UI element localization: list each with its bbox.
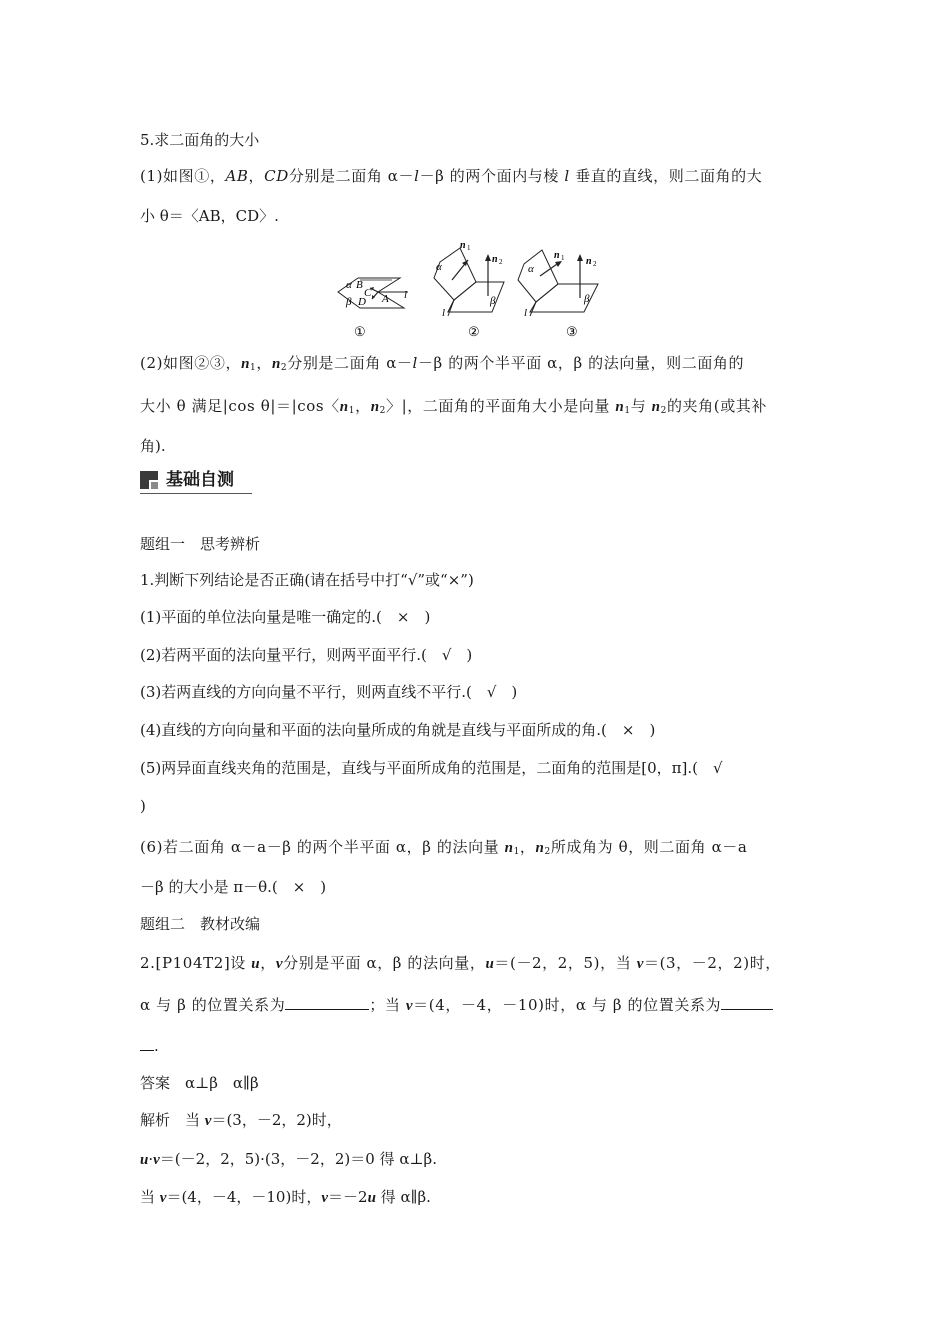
analysis-line-3: [140, 1187, 431, 1208]
vector-n: n: [615, 399, 625, 415]
vector-n: n: [241, 356, 251, 372]
answer-blank[interactable]: [721, 995, 773, 1010]
vector-v: v: [636, 956, 644, 972]
vector-u: u: [251, 956, 261, 972]
vector-n: n: [339, 399, 349, 415]
section-title: 5.求二面角的大小: [140, 131, 260, 149]
text: ；当: [369, 996, 406, 1014]
vector-n: n: [271, 356, 281, 372]
text: 当: [140, 1188, 160, 1206]
fig3-caption: ③: [566, 324, 578, 339]
question-2-line-2: [140, 995, 773, 1016]
fig2-label: 2: [499, 258, 503, 266]
text: ，: [248, 167, 265, 185]
header-square-icon: [140, 471, 158, 489]
paragraph-1-line-2: 小 θ＝〈AB，CD〉.: [140, 207, 279, 225]
fig1-label: A: [382, 293, 389, 305]
text: ，: [355, 397, 371, 415]
fig1-caption: ①: [354, 324, 366, 339]
fig2-label: n: [492, 254, 498, 265]
fig3-label: n: [554, 250, 560, 261]
question-1-item: (1)平面的单位法向量是唯一确定的.( × ): [140, 608, 431, 626]
section-header: [140, 466, 252, 494]
paragraph-1-line-1: [140, 166, 762, 186]
text: (2)如图②③，: [140, 354, 242, 372]
group-1-title: 题组一 思考辨析: [140, 535, 261, 553]
figure-3: [518, 250, 598, 339]
subscript: 1: [513, 847, 520, 857]
fig3-label: 1: [561, 254, 565, 262]
group-2-title: 题组二 教材改编: [140, 915, 261, 933]
vector-n: n: [651, 399, 661, 415]
header-underline: [140, 493, 252, 494]
fig3-label: α: [528, 263, 534, 275]
text: α 与 β 的位置关系为: [140, 996, 286, 1014]
subscript: 2: [544, 847, 551, 857]
fig1-label: B: [356, 279, 363, 291]
paragraph-2-line-2: [140, 396, 767, 421]
fig1-label: C: [364, 287, 372, 299]
fig2-caption: ②: [468, 324, 480, 339]
text: ，: [256, 354, 272, 372]
fig2-label: β: [490, 295, 496, 307]
question-1-item: (3)若两直线的方向向量不平行，则两直线不平行.( √ ): [140, 683, 518, 701]
vector-v: v: [153, 1152, 160, 1168]
edge-l: l: [564, 167, 570, 185]
text: ＝(3，－2，2)时，: [643, 954, 781, 972]
text: 分别是二面角 α－: [287, 354, 413, 372]
vector-u: u: [367, 1190, 376, 1206]
subscript: 2: [660, 406, 667, 416]
text: ，: [260, 954, 276, 972]
figure-1: [338, 278, 408, 339]
question-1-item-6-line-2: －β 的大小是 π－θ.( × ): [140, 878, 327, 896]
vector-v: v: [275, 956, 284, 972]
subscript: 1: [348, 406, 356, 416]
text: 垂直的直线，则二面角的大: [569, 167, 763, 185]
answer-blank[interactable]: [140, 1036, 154, 1051]
subscript: 1: [250, 363, 257, 373]
text: 解析 当: [140, 1111, 205, 1129]
text: 所成角为 θ，则二面角 α－a: [550, 838, 748, 856]
text: ＝(4，－4，－10)时，: [166, 1188, 322, 1206]
dihedral-figures: [330, 236, 620, 344]
text: ＝－2: [328, 1188, 368, 1206]
segment-ab: AB: [225, 167, 249, 185]
vector-v: v: [159, 1190, 167, 1206]
question-2-line-1: [140, 953, 781, 974]
fig3-label: β: [584, 293, 590, 305]
question-1: 1.判断下列结论是否正确(请在括号中打“√”或“×”): [140, 571, 474, 589]
fig2-label: 1: [467, 244, 471, 252]
text: ，: [519, 838, 536, 856]
vector-n: n: [504, 840, 514, 856]
answer-blank[interactable]: [285, 995, 369, 1010]
answer-line: 答案 α⊥β α∥β: [140, 1074, 259, 1092]
fig3-label: 2: [593, 260, 597, 268]
question-1-item: (5)两异面直线夹角的范围是，直线与平面所成角的范围是，二面角的范围是[0，π].( √: [140, 759, 723, 777]
fig2-label: l: [442, 307, 446, 319]
vector-v: v: [321, 1190, 329, 1206]
fig1-label: l: [404, 289, 408, 301]
analysis-line-1: [140, 1110, 342, 1131]
text: 分别是平面 α，β 的法向量，: [283, 954, 486, 972]
text: .: [154, 1037, 159, 1055]
text: 的夹角(或其补: [666, 397, 767, 415]
vector-v: v: [204, 1113, 212, 1129]
text: 得 α∥β.: [375, 1188, 431, 1206]
fig2-label: α: [436, 261, 442, 273]
subscript: 2: [280, 363, 288, 373]
text: ＝(－2，2，5)，当: [494, 954, 637, 972]
fig2-label: n: [460, 240, 466, 251]
text: ·: [148, 1150, 154, 1168]
question-1-item-6-line-1: [140, 837, 747, 862]
vector-v: v: [405, 998, 414, 1014]
text: ＝(－2，2，5)·(3，－2，2)＝0 得 α⊥β.: [159, 1150, 437, 1168]
subscript: 2: [379, 406, 386, 416]
vector-n: n: [535, 840, 545, 856]
text: 大小 θ 满足|cos θ|＝|cos〈: [140, 397, 340, 415]
paragraph-2-line-1: [140, 353, 744, 378]
text: ＝(4，－4，－10)时，α 与 β 的位置关系为: [413, 996, 722, 1014]
text: ＝(3，－2，2)时，: [211, 1111, 342, 1129]
text: －β 的两个半平面 α，β 的法向量，则二面角的: [417, 354, 745, 372]
text: (6)若二面角 α－a－β 的两个半平面 α，β 的法向量: [140, 838, 505, 856]
vector-u: u: [485, 956, 495, 972]
fig3-label: n: [586, 256, 592, 267]
text: 2.[P104T2]设: [140, 954, 252, 972]
fig1-label: α: [346, 279, 352, 291]
header-title: 基础自测: [166, 470, 234, 490]
subscript: 1: [624, 406, 631, 416]
text: 分别是二面角 α－: [288, 167, 415, 185]
question-1-item: (2)若两平面的法向量平行，则两平面平行.( √ ): [140, 646, 473, 664]
paragraph-2-line-3: 角).: [140, 437, 166, 455]
figure-2: [434, 240, 504, 339]
text: －β 的两个面内与棱: [419, 167, 565, 185]
edge-l: l: [414, 167, 420, 185]
question-2-line-3: [140, 1036, 159, 1056]
fig1-label: D: [358, 296, 366, 308]
analysis-line-2: [140, 1149, 437, 1170]
text: 与: [630, 397, 652, 415]
text: 〉|，二面角的平面角大小是向量: [385, 397, 616, 415]
vector-u: u: [140, 1152, 149, 1168]
question-1-item: ): [140, 797, 146, 815]
fig3-label: l: [524, 307, 528, 319]
vector-n: n: [370, 399, 380, 415]
edge-l: l: [412, 354, 418, 372]
segment-cd: CD: [264, 167, 289, 185]
text: (1)如图①，: [140, 167, 226, 185]
question-1-item: (4)直线的方向向量和平面的法向量所成的角就是直线与平面所成的角.( × ): [140, 721, 656, 739]
fig1-label: β: [346, 296, 352, 308]
